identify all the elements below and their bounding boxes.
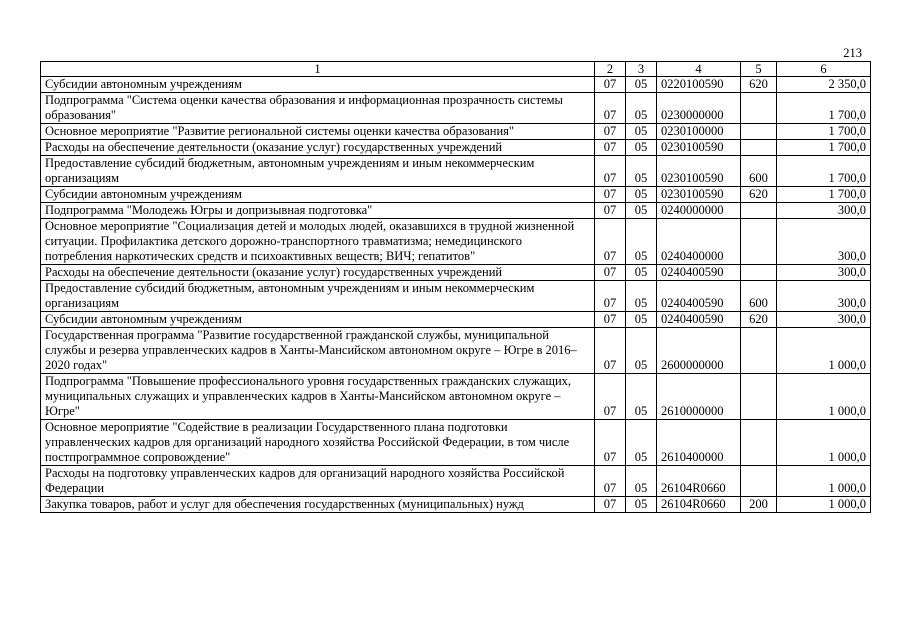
column-header-1: 1 [41, 62, 595, 77]
row-amount: 300,0 [777, 219, 871, 265]
row-subsection: 05 [626, 156, 657, 187]
row-target-code: 0240400590 [657, 265, 741, 281]
row-name: Основное мероприятие "Развитие региональной системы оценки качества образования" [41, 124, 595, 140]
row-name: Основное мероприятие "Содействие в реализации Государственного плана подготовки управленческих кадров для организаций народного хозяйства Российской Федерации, в том числе постпрограммное сопровождение" [41, 420, 595, 466]
row-name: Расходы на обеспечение деятельности (оказание услуг) государственных учреждений [41, 265, 595, 281]
column-header-5: 5 [741, 62, 777, 77]
row-section: 07 [595, 203, 626, 219]
row-target-code: 0230100000 [657, 124, 741, 140]
row-name: Расходы на подготовку управленческих кадров для организаций народного хозяйства Российской Федерации [41, 466, 595, 497]
row-target-code: 2600000000 [657, 328, 741, 374]
row-target-code: 0230100590 [657, 156, 741, 187]
row-amount: 1 000,0 [777, 466, 871, 497]
row-subsection: 05 [626, 124, 657, 140]
row-name: Подпрограмма "Система оценки качества образования и информационная прозрачность системы образования" [41, 93, 595, 124]
row-amount: 1 700,0 [777, 124, 871, 140]
row-expense-type: 600 [741, 281, 777, 312]
row-subsection: 05 [626, 374, 657, 420]
table-row [41, 203, 871, 219]
row-subsection: 05 [626, 219, 657, 265]
column-header-2: 2 [595, 62, 626, 77]
column-header-3: 3 [626, 62, 657, 77]
column-header-6: 6 [777, 62, 871, 77]
row-amount: 1 700,0 [777, 140, 871, 156]
table-row [41, 312, 871, 328]
row-subsection: 05 [626, 312, 657, 328]
row-subsection: 05 [626, 281, 657, 312]
table-row [41, 93, 871, 124]
row-target-code: 0220100590 [657, 77, 741, 93]
row-expense-type [741, 93, 777, 124]
table-row [41, 124, 871, 140]
row-subsection: 05 [626, 203, 657, 219]
row-expense-type [741, 140, 777, 156]
row-target-code: 0240400000 [657, 219, 741, 265]
row-subsection: 05 [626, 265, 657, 281]
row-target-code: 0240000000 [657, 203, 741, 219]
row-target-code: 2610000000 [657, 374, 741, 420]
row-target-code: 26104R0660 [657, 497, 741, 513]
budget-table [40, 61, 871, 513]
row-section: 07 [595, 312, 626, 328]
row-expense-type [741, 466, 777, 497]
table-row [41, 156, 871, 187]
row-name: Подпрограмма "Повышение профессионального уровня государственных гражданских служащих, муниципальных служащих и управленческих кадров в Ханты-Мансийском автономном округе – Югре" [41, 374, 595, 420]
page-number: 213 [843, 46, 862, 60]
row-name: Подпрограмма "Молодежь Югры и допризывная подготовка" [41, 203, 595, 219]
row-section: 07 [595, 77, 626, 93]
table-row [41, 77, 871, 93]
row-subsection: 05 [626, 77, 657, 93]
row-expense-type [741, 328, 777, 374]
table-row [41, 497, 871, 513]
row-section: 07 [595, 497, 626, 513]
row-section: 07 [595, 328, 626, 374]
row-target-code: 26104R0660 [657, 466, 741, 497]
table-row [41, 374, 871, 420]
row-subsection: 05 [626, 420, 657, 466]
row-subsection: 05 [626, 187, 657, 203]
row-section: 07 [595, 374, 626, 420]
column-header-4: 4 [657, 62, 741, 77]
row-amount: 1 000,0 [777, 374, 871, 420]
row-amount: 1 700,0 [777, 93, 871, 124]
row-name: Предоставление субсидий бюджетным, автономным учреждениям и иным некоммерческим организациям [41, 156, 595, 187]
row-expense-type: 620 [741, 187, 777, 203]
row-expense-type [741, 265, 777, 281]
row-section: 07 [595, 281, 626, 312]
table-row [41, 219, 871, 265]
row-amount: 1 000,0 [777, 497, 871, 513]
row-target-code: 0230100590 [657, 140, 741, 156]
row-name: Основное мероприятие "Социализация детей и молодых людей, оказавшихся в трудной жизненной ситуации. Профилактика детского дорожно-транспортного травматизма; немедицинского потребления наркотических средств и психоактивных веществ; ВИЧ; гепатитов" [41, 219, 595, 265]
row-section: 07 [595, 140, 626, 156]
row-section: 07 [595, 124, 626, 140]
row-amount: 1 700,0 [777, 156, 871, 187]
table-row [41, 328, 871, 374]
row-target-code: 0230100590 [657, 187, 741, 203]
row-section: 07 [595, 156, 626, 187]
table-row [41, 265, 871, 281]
row-subsection: 05 [626, 328, 657, 374]
row-amount: 1 700,0 [777, 187, 871, 203]
row-subsection: 05 [626, 140, 657, 156]
row-name: Субсидии автономным учреждениям [41, 77, 595, 93]
row-expense-type: 600 [741, 156, 777, 187]
row-section: 07 [595, 265, 626, 281]
row-target-code: 2610400000 [657, 420, 741, 466]
row-name: Предоставление субсидий бюджетным, автономным учреждениям и иным некоммерческим организациям [41, 281, 595, 312]
row-target-code: 0230000000 [657, 93, 741, 124]
row-name: Расходы на обеспечение деятельности (оказание услуг) государственных учреждений [41, 140, 595, 156]
table-row [41, 281, 871, 312]
table-row [41, 466, 871, 497]
row-name: Субсидии автономным учреждениям [41, 187, 595, 203]
row-expense-type: 620 [741, 312, 777, 328]
row-expense-type [741, 219, 777, 265]
row-section: 07 [595, 219, 626, 265]
row-section: 07 [595, 93, 626, 124]
table-row [41, 140, 871, 156]
row-amount: 300,0 [777, 203, 871, 219]
row-expense-type: 200 [741, 497, 777, 513]
row-amount: 1 000,0 [777, 328, 871, 374]
table-row [41, 420, 871, 466]
table-header-row [41, 62, 871, 77]
row-expense-type [741, 420, 777, 466]
row-amount: 300,0 [777, 312, 871, 328]
row-amount: 1 000,0 [777, 420, 871, 466]
row-section: 07 [595, 420, 626, 466]
row-amount: 300,0 [777, 265, 871, 281]
row-subsection: 05 [626, 93, 657, 124]
row-expense-type [741, 124, 777, 140]
row-section: 07 [595, 466, 626, 497]
row-amount: 300,0 [777, 281, 871, 312]
row-expense-type: 620 [741, 77, 777, 93]
row-subsection: 05 [626, 497, 657, 513]
row-target-code: 0240400590 [657, 312, 741, 328]
row-subsection: 05 [626, 466, 657, 497]
row-expense-type [741, 203, 777, 219]
table-row [41, 187, 871, 203]
row-section: 07 [595, 187, 626, 203]
row-name: Закупка товаров, работ и услуг для обеспечения государственных (муниципальных) нужд [41, 497, 595, 513]
row-name: Государственная программа "Развитие государственной гражданской службы, муниципальной службы и резерва управленческих кадров в Ханты-Мансийском автономном округе – Югре в 2016–2020 годах" [41, 328, 595, 374]
row-amount: 2 350,0 [777, 77, 871, 93]
row-name: Субсидии автономным учреждениям [41, 312, 595, 328]
row-target-code: 0240400590 [657, 281, 741, 312]
row-expense-type [741, 374, 777, 420]
